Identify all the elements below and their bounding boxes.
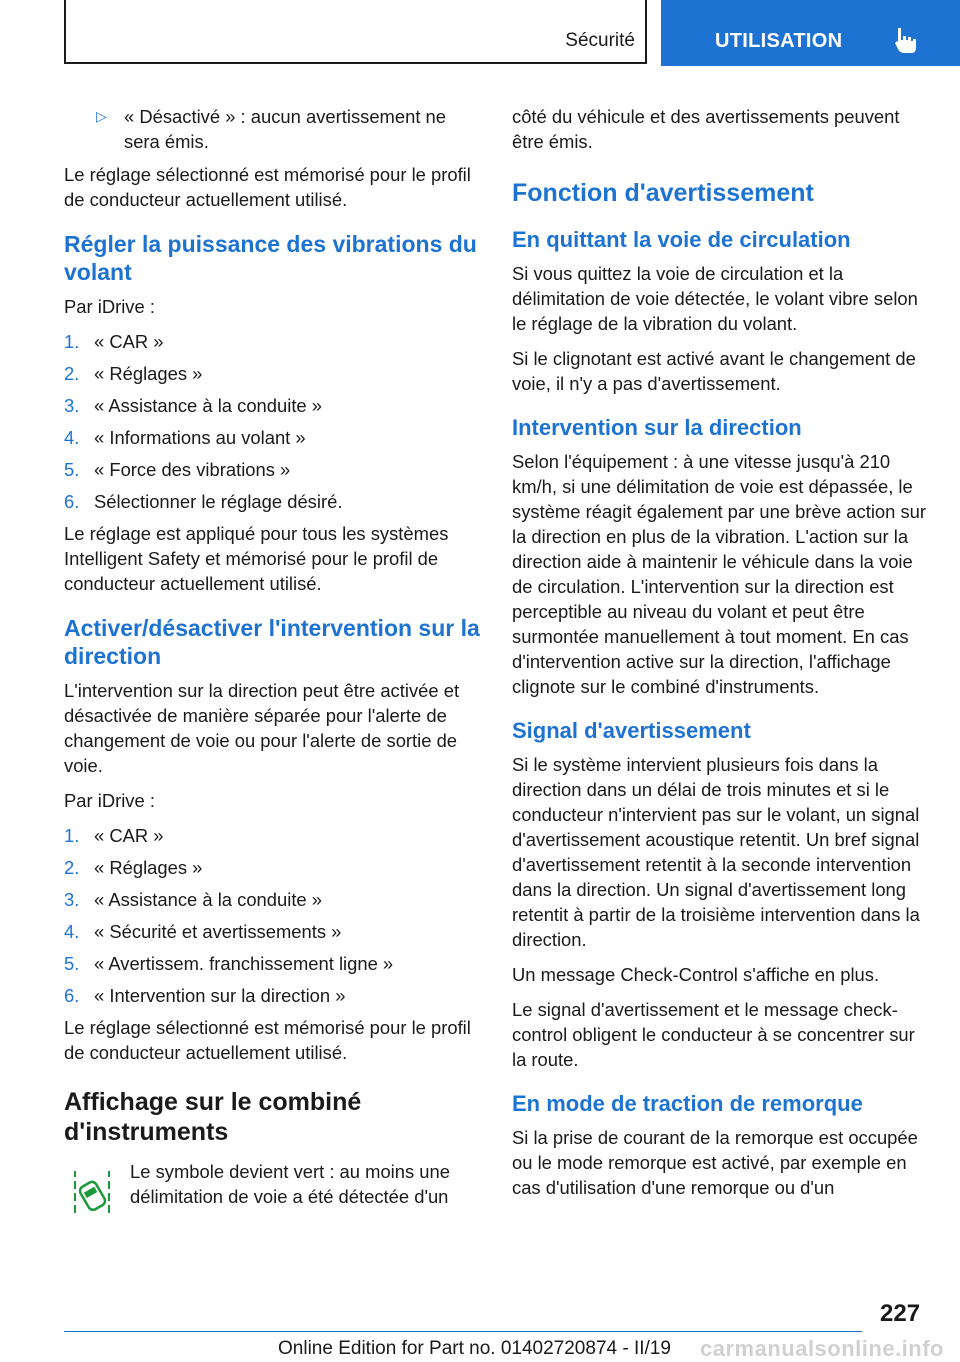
pointing-hand-icon (894, 26, 920, 54)
paragraph: Par iDrive : (64, 790, 155, 811)
paragraph: Le réglage est appliqué pour tous les systèmes Intelligent Safety et mémorisé pour le profil de conducteur actuellement utilisé. (64, 523, 449, 594)
paragraph: Le réglage sélectionné est mémorisé pour le profil de conducteur actuellement utilisé. (64, 1017, 471, 1063)
paragraph: L'intervention sur la direction peut être activée et désactivée de manière séparée pour l'alerte de changement de voie ou pour l'alerte de sortie de voie. (64, 680, 460, 776)
right-column (512, 104, 928, 1210)
paragraph: Si le système intervient plusieurs fois dans la direction dans un délai de trois minutes et si le conducteur n'intervient pas sur le volant, un signal d'avertissement acoustique retentit. Un bref signal d'avertissement retentit à la seconde intervention dans la direction. Un signal d'avertissement long retentit à partir de la troisième intervention dans la direction. (512, 754, 920, 950)
left-column (64, 104, 480, 1219)
paragraph: Si le clignotant est activé avant le changement de voie, il n'y a pas d'avertissement. (512, 348, 916, 394)
list-item: 5. « Force des vibrations » (64, 459, 291, 480)
list-item: 2. « Réglages » (64, 857, 203, 878)
list-item: 6. « Intervention sur la direction » (64, 985, 346, 1006)
numbered-list (64, 823, 480, 1008)
list-item: 4. « Informations au volant » (64, 427, 306, 448)
numbered-list (64, 329, 480, 514)
paragraph: côté du véhicule et des avertissements peuvent être émis. (512, 106, 900, 152)
list-item: ▷ « Désactivé » : aucun avertissement ne sera émis. (96, 106, 447, 152)
footer-divider (64, 1331, 862, 1332)
list-item: 2. « Réglages » (64, 363, 203, 384)
lane-assist-icon (72, 1165, 112, 1217)
paragraph: Le signal d'avertissement et le message check-control obligent le conducteur à se concentrer sur la route. (512, 999, 915, 1070)
paragraph: Si la prise de courant de la remorque est occupée ou le mode remorque est activé, par exemple en cas d'utilisation d'une remorque ou d'un (512, 1127, 918, 1198)
section-heading: Activer/désactiver l'intervention sur la direction (64, 615, 480, 669)
paragraph: Par iDrive : (64, 296, 155, 317)
paragraph: Si vous quittez la voie de circulation et la délimitation de voie détectée, le volant vibre selon le réglage de la vibration du volant. (512, 263, 918, 334)
section-heading: Intervention sur la direction (512, 415, 802, 440)
watermark: carmanualsonline.info (700, 1336, 944, 1361)
section-heading: En quittant la voie de circulation (512, 227, 851, 252)
list-item: 3. « Assistance à la conduite » (64, 395, 322, 416)
list-item: 1. « CAR » (64, 825, 164, 846)
section-heading: En mode de traction de remorque (512, 1091, 863, 1116)
section-heading: Régler la puissance des vibrations du volant (64, 231, 477, 285)
section-heading: Affichage sur le combiné d'instruments (64, 1088, 362, 1146)
header-chapter-tab (661, 0, 960, 66)
header-section-box (64, 0, 647, 64)
list-item: 4. « Sécurité et avertissements » (64, 921, 342, 942)
list-item: 1. « CAR » (64, 331, 164, 352)
paragraph: Un message Check-Control s'affiche en plus. (512, 964, 880, 985)
symbol-block (64, 1159, 480, 1209)
footer-edition: Online Edition for Part no. 01402720874 - II/19 (278, 1338, 671, 1359)
paragraph: Le réglage sélectionné est mémorisé pour le profil de conducteur actuellement utilisé. (64, 164, 471, 210)
list-item: 6. Sélectionner le réglage désiré. (64, 491, 343, 512)
list-item: 5. « Avertissem. franchissement ligne » (64, 953, 394, 974)
section-heading: Fonction d'avertissement (512, 179, 814, 207)
page-number: 227 (880, 1300, 921, 1327)
header-chapter-title: UTILISATION (715, 30, 843, 52)
section-heading: Signal d'avertissement (512, 718, 751, 743)
header-section-title: Sécurité (565, 30, 635, 51)
paragraph: Selon l'équipement : à une vitesse jusqu'à 210 km/h, si une délimitation de voie est dépassée, le système réagit également par une brève action sur la direction en plus de la vibration. L'action sur la direction aide à maintenir le véhicule dans la voie de circulation. L'intervention sur la direction est perceptible au niveau du volant et peut être surmontée manuellement à tout moment. En cas d'intervention active sur la direction, l'affichage clignote sur le combiné d'instruments. (512, 451, 927, 697)
paragraph: Le symbole devient vert : au moins une délimitation de voie a été détectée d'un (130, 1161, 450, 1207)
list-item: 3. « Assistance à la conduite » (64, 889, 322, 910)
triangle-bullet-icon: ▷ (96, 108, 107, 124)
